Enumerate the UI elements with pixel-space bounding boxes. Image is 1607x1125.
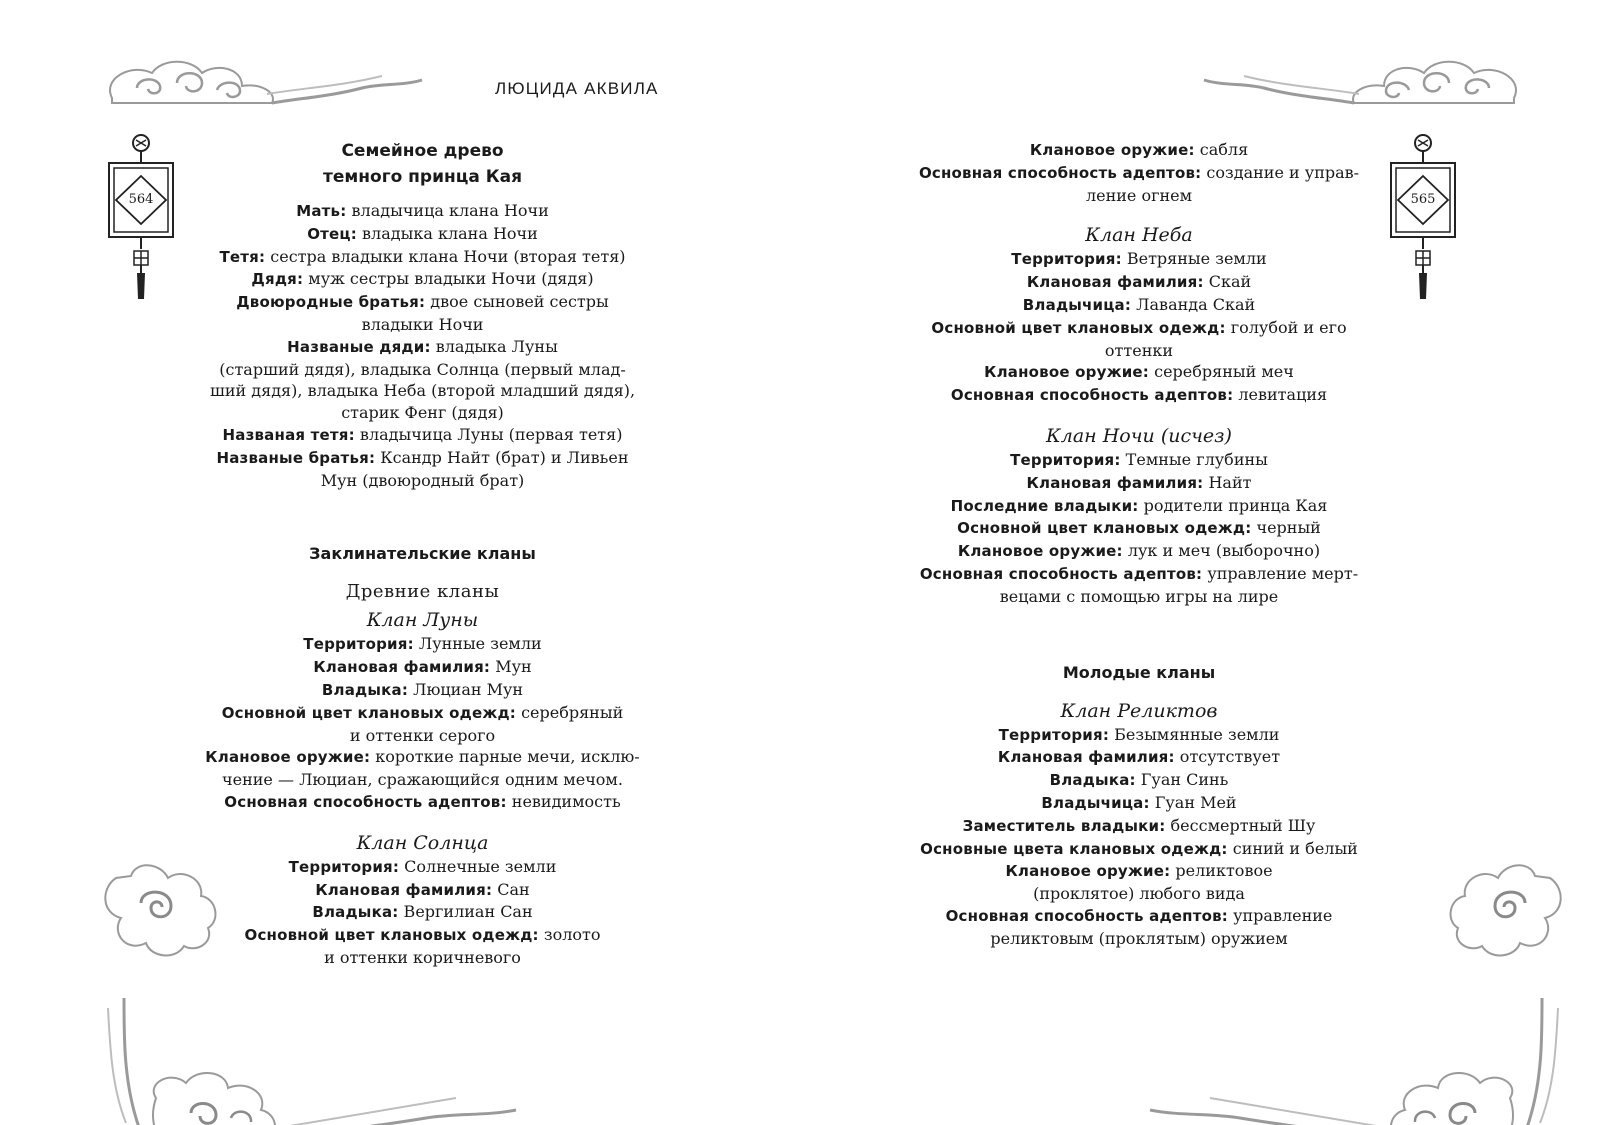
detail-label: Клановое оружие: (984, 363, 1150, 382)
detail-continuation: старик Фенг (дядя) (341, 403, 504, 423)
detail-line (185, 879, 660, 902)
clan-sun-name: Клан Солнца (356, 831, 489, 854)
detail-label: Клановая фамилия: (997, 748, 1175, 767)
detail-label: Названая тетя: (222, 425, 355, 444)
detail-label: Владыка: (312, 903, 399, 922)
detail-line (904, 384, 1374, 407)
detail-line (904, 517, 1374, 540)
detail-value: создание и управ- (1201, 162, 1360, 182)
detail-value: Темные глубины (1120, 449, 1268, 469)
detail-label: Владыка: (1049, 771, 1136, 790)
detail-line (904, 472, 1374, 495)
detail-label: Двоюродные братья: (236, 293, 426, 312)
detail-line (904, 746, 1374, 769)
detail-line (185, 901, 660, 924)
detail-line (185, 924, 660, 947)
detail-value: Скай (1203, 272, 1252, 292)
detail-line (185, 291, 660, 314)
detail-value: серебряный меч (1149, 362, 1294, 382)
detail-line (904, 449, 1374, 472)
detail-value: синий и белый (1227, 838, 1358, 858)
detail-value: бессмертный Шу (1165, 815, 1316, 835)
clan-sky-details (904, 248, 1374, 407)
detail-value: Гуан Мей (1149, 792, 1237, 812)
detail-value: сестра владыки клана Ночи (вторая тетя) (265, 246, 626, 266)
detail-value: управление (1228, 905, 1333, 925)
detail-line (904, 724, 1374, 747)
detail-value: Вергилиан Сан (398, 902, 533, 922)
detail-label: Последние владыки: (950, 496, 1139, 515)
detail-value: владыка Луны (430, 336, 558, 356)
detail-line (185, 702, 660, 725)
detail-label: Основной цвет клановых одежд: (957, 519, 1252, 538)
detail-line (185, 856, 660, 879)
detail-continuation: чение — Люциан, сражающийся одним мечом. (222, 770, 623, 790)
detail-value: отсутствует (1174, 747, 1281, 767)
detail-line (904, 792, 1374, 815)
tree-title-line-2: темного принца Кая (322, 167, 523, 187)
right-text-column (904, 139, 1374, 950)
detail-line (904, 905, 1374, 928)
detail-label: Названые дяди: (287, 337, 431, 356)
detail-label: Основной цвет клановых одежд: (931, 318, 1226, 337)
detail-value: Безымянные земли (1109, 724, 1280, 744)
detail-value: лук и меч (выборочно) (1122, 541, 1321, 561)
page-number-left: 564 (128, 192, 154, 207)
clan-moon-name: Клан Луны (366, 609, 479, 632)
detail-value: черный (1251, 518, 1321, 538)
detail-value: невидимость (506, 791, 621, 811)
detail-continuation: Мун (двоюродный брат) (320, 470, 525, 490)
detail-continuation: оттенки (1104, 340, 1174, 360)
detail-value: левитация (1233, 385, 1328, 405)
detail-label: Основной цвет клановых одежд: (221, 703, 516, 722)
detail-value: реликтовое (1170, 861, 1273, 881)
detail-label: Основная способность адептов: (918, 163, 1202, 182)
detail-label: Территория: (303, 635, 414, 654)
detail-label: Клановая фамилия: (315, 880, 493, 899)
detail-label: Территория: (998, 725, 1110, 744)
detail-label: Клановое оружие: (205, 748, 371, 767)
detail-label: Владычица: (1041, 793, 1150, 812)
detail-line (185, 246, 660, 269)
detail-label: Заместитель владыки: (962, 816, 1166, 835)
detail-continuation: ление огнем (1085, 185, 1193, 205)
detail-value: Сан (492, 879, 530, 899)
detail-line (904, 769, 1374, 792)
detail-label: Отец: (307, 224, 357, 243)
family-list (185, 200, 660, 491)
page-number-right: 565 (1410, 192, 1436, 207)
cloud-ornament-top-left (102, 58, 442, 118)
detail-label: Клановое оружие: (1005, 862, 1171, 881)
detail-line (904, 495, 1374, 518)
detail-label: Клановая фамилия: (313, 658, 491, 677)
detail-label: Названые братья: (216, 448, 376, 467)
detail-continuation: (проклятое) любого вида (1033, 884, 1245, 904)
detail-value: Мун (490, 657, 532, 677)
detail-value: Гуан Синь (1135, 770, 1229, 790)
detail-label: Основная способность адептов: (919, 564, 1203, 583)
detail-value: Ксандр Найт (брат) и Ливьен (375, 447, 629, 467)
detail-label: Основная способность адептов: (945, 906, 1228, 925)
detail-line (904, 271, 1374, 294)
detail-line (185, 447, 660, 470)
detail-value: двое сыновей сестры (425, 292, 609, 312)
clan-moon-details (185, 633, 660, 813)
detail-label: Владыка: (321, 680, 409, 699)
clan-sky-name: Клан Неба (1085, 224, 1193, 247)
detail-label: Тетя: (219, 247, 266, 266)
detail-label: Основная способность адептов: (950, 386, 1234, 405)
detail-label: Владычица: (1022, 295, 1132, 314)
detail-line (904, 317, 1374, 340)
detail-value: Найт (1203, 472, 1252, 492)
clan-night-details (904, 449, 1374, 608)
detail-line (185, 200, 660, 223)
detail-value: короткие парные мечи, исклю- (370, 747, 640, 767)
detail-continuation: ший дядя), владыка Неба (второй младший дядя), (209, 381, 636, 401)
detail-value: сабля (1194, 140, 1249, 159)
detail-label: Дядя: (251, 270, 304, 289)
detail-value: Лунные земли (413, 634, 542, 654)
left-text-column (185, 138, 660, 969)
detail-line (904, 838, 1374, 861)
page-number-pendant-right (1388, 133, 1458, 303)
detail-continuation: реликтовым (проклятым) оружием (990, 928, 1288, 948)
detail-line (904, 248, 1374, 271)
detail-line (904, 563, 1374, 586)
detail-continuation: и оттенки коричневого (324, 947, 521, 967)
clan-sun-details (185, 856, 660, 969)
detail-line (904, 162, 1374, 185)
detail-value: голубой и его (1225, 317, 1347, 337)
clan-sun-continued (904, 139, 1374, 206)
detail-label: Клановое оружие: (1029, 141, 1195, 159)
clan-relics-name: Клан Реликтов (1060, 699, 1218, 722)
detail-continuation: (старший дядя), владыка Солнца (первый млад- (219, 359, 626, 379)
detail-label: Клановая фамилия: (1026, 273, 1204, 292)
detail-value: Люциан Мун (408, 679, 524, 699)
right-page (804, 0, 1607, 1125)
detail-continuation: вецами с помощью игры на лире (999, 586, 1279, 606)
detail-label: Клановая фамилия: (1026, 473, 1204, 492)
detail-label: Территория: (1011, 250, 1122, 269)
detail-line (185, 791, 660, 814)
detail-line (185, 656, 660, 679)
detail-line (185, 633, 660, 656)
tree-title-line-1: Семейное древо (341, 141, 504, 161)
detail-value: управление мерт- (1202, 563, 1359, 583)
detail-value: владычица Луны (первая тетя) (354, 424, 623, 444)
ancient-clans-heading: Древние кланы (345, 581, 500, 603)
running-head: ЛЮЦИДА АКВИЛА (495, 79, 659, 98)
detail-continuation: и оттенки серого (349, 725, 496, 745)
detail-label: Основные цвета клановых одежд: (920, 839, 1228, 858)
detail-line (185, 679, 660, 702)
detail-value: Лаванда Скай (1131, 294, 1256, 314)
detail-line (904, 860, 1374, 883)
detail-value: родители принца Кая (1138, 495, 1328, 515)
page-number-pendant-left (106, 133, 176, 303)
detail-value: Ветряные земли (1121, 249, 1267, 269)
detail-line (904, 294, 1374, 317)
detail-value: золото (538, 925, 601, 945)
detail-value: муж сестры владыки Ночи (дядя) (303, 269, 594, 289)
detail-line (185, 336, 660, 359)
clan-relics-details (904, 724, 1374, 950)
detail-label: Территория: (1010, 450, 1121, 469)
detail-value: владыка клана Ночи (356, 223, 538, 243)
detail-line (904, 540, 1374, 563)
left-page (0, 0, 803, 1125)
detail-line (185, 746, 660, 769)
detail-value: Солнечные земли (399, 856, 557, 876)
detail-line (904, 139, 1374, 162)
detail-line (185, 268, 660, 291)
detail-label: Клановое оружие: (957, 542, 1123, 561)
clans-heading: Заклинательские кланы (309, 544, 536, 564)
detail-value: владычица клана Ночи (346, 201, 549, 220)
detail-line (185, 424, 660, 447)
detail-label: Мать: (296, 202, 347, 220)
detail-line (185, 223, 660, 246)
clan-night-name: Клан Ночи (исчез) (1046, 424, 1232, 447)
detail-value: серебряный (515, 702, 624, 722)
detail-label: Основная способность адептов: (224, 792, 507, 811)
detail-continuation: владыки Ночи (361, 314, 484, 334)
cloud-ornament-top-right (1184, 58, 1524, 118)
detail-label: Основной цвет клановых одежд: (244, 926, 539, 945)
detail-line (904, 361, 1374, 384)
detail-line (904, 815, 1374, 838)
detail-label: Территория: (288, 857, 400, 876)
young-clans-heading: Молодые кланы (1062, 662, 1216, 682)
